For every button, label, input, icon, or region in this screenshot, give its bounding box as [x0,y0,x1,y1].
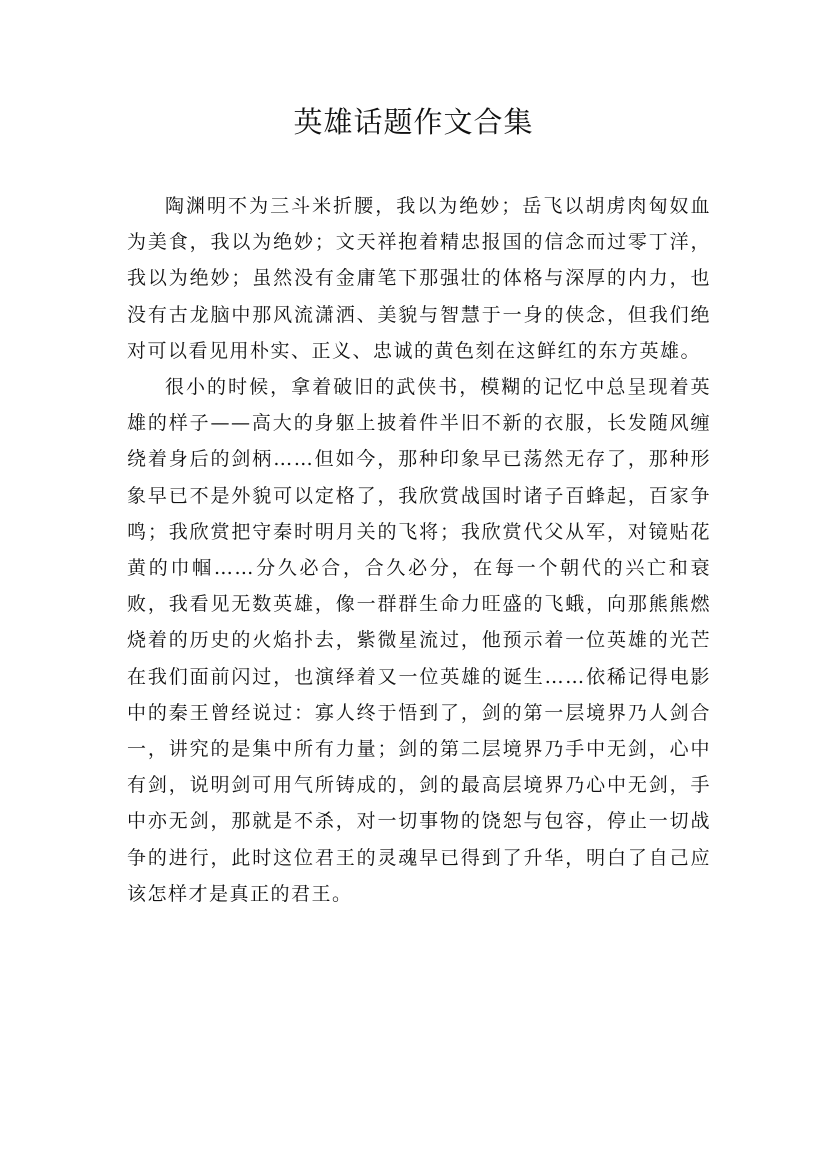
paragraph: 陶渊明不为三斗米折腰，我以为绝妙；岳飞以胡虏肉匈奴血为美食，我以为绝妙；文天祥抱着精忠报国的信念而过零丁洋，我以为绝妙；虽然没有金庸笔下那强壮的体格与深厚的内力，也没有古龙脑中那风流潇洒、美貌与智慧于一身的侠念，但我们绝对可以看见用朴实、正义、忠诚的黄色刻在这鲜红的东方英雄。 [127,195,711,362]
document-body [127,188,711,912]
document-title: 英雄话题作文合集 [293,105,534,139]
paragraph: 很小的时候，拿着破旧的武侠书，模糊的记忆中总呈现着英雄的样子——高大的身躯上披着件半旧不新的衣服，长发随风缠绕着身后的剑柄……但如今，那种印象早已荡然无存了，那种形象早已不是外貌可以定格了，我欣赏战国时诸子百蜂起，百家争鸣；我欣赏把守秦时明月关的飞将；我欣赏代父从军，对镜贴花黄的巾帼……分久必合，合久必分，在每一个朝代的兴亡和衰败，我看见无数英雄，像一群群生命力旺盛的飞蛾，向那熊熊燃烧着的历史的火焰扑去，紫微星流过，他预示着一位英雄的光芒在我们面前闪过，也演绎着又一位英雄的诞生……依稀记得电影中的秦王曾经说过：寡人终于悟到了，剑的第一层境界乃人剑合一，讲究的是集中所有力量；剑的第二层境界乃手中无剑，心中有剑，说明剑可用气所铸成的，剑的最高层境界乃心中无剑，手中亦无剑，那就是不杀，对一切事物的饶恕与包容，停止一切战争的进行，此时这位君王的灵魂早已得到了升华，明白了自己应该怎样才是真正的君王。 [127,376,711,905]
